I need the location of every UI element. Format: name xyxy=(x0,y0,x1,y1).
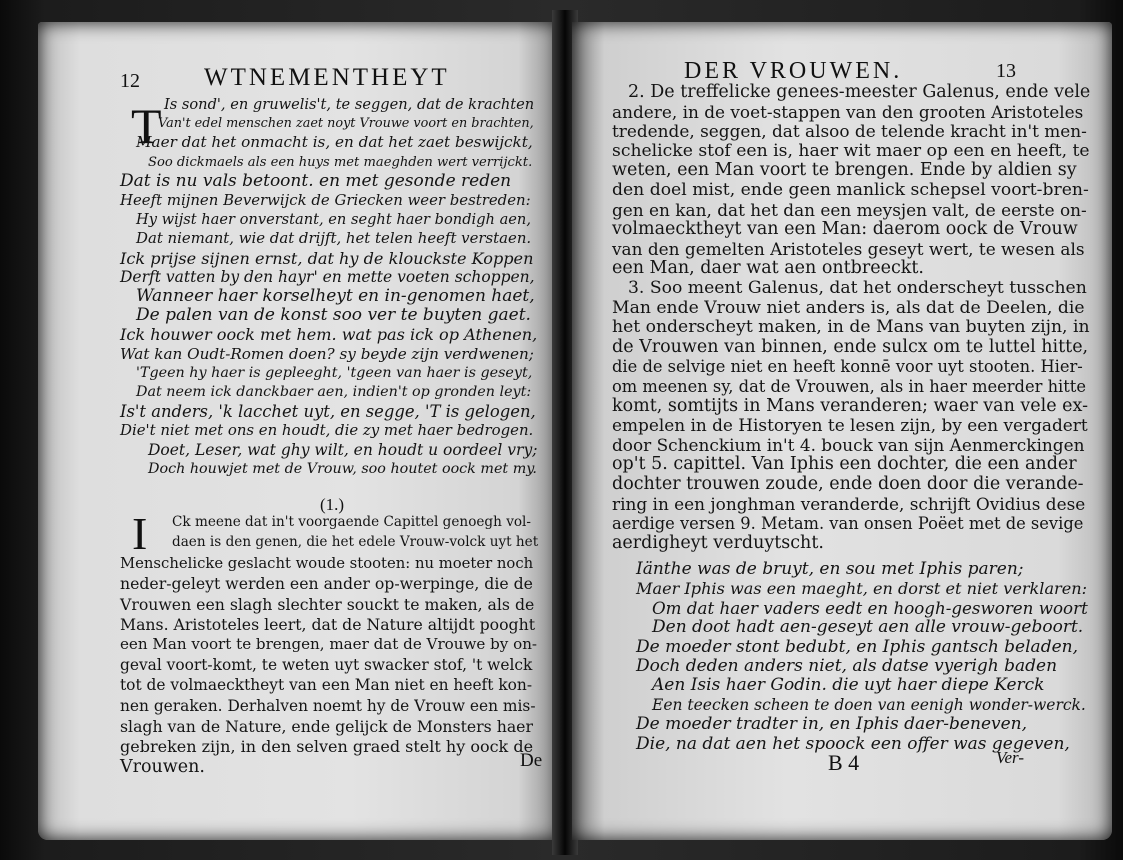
prose-line: 3. Soo meent Galenus, dat het onderscheyt tusschen xyxy=(628,278,1087,298)
left-running-head: WTNEMENTHEYT xyxy=(204,64,450,91)
prose-line: Vrouwen een slagh slechter souckt te maken, als de xyxy=(120,594,535,614)
prose-line: 2. De treffelicke genees-meester Galenus, ende vele xyxy=(628,82,1091,102)
prose-line: om meenen sy, dat de Vrouwen, als in haer meerder hitte xyxy=(612,377,1086,396)
poem-line: Doet, Leser, wat ghy wilt, en houdt u oordeel vry; xyxy=(148,440,538,459)
prose-line: van den gemelten Aristoteles geseyt wert, te wesen als xyxy=(612,238,1085,259)
poem-line: Den doot hadt aen-geseyt aen alle vrouw-geboort. xyxy=(652,617,1084,638)
prose-line: aerdige versen 9. Metam. van onsen Poëet met de sevige xyxy=(612,514,1084,534)
prose-line: een Man voort te brengen, maer dat de Vrouwe by on- xyxy=(120,635,538,654)
poem-line: Dat niemant, wie dat drijft, het telen heeft verstaen. xyxy=(136,229,532,248)
poem-line: Doch houwjet met de Vrouw, soo houtet oock met my. xyxy=(148,460,537,477)
prose-line: een Man, daer wat aen ontbreeckt. xyxy=(612,258,924,279)
prose-line: die de selvige niet en heeft konnē voor uyt stooten. Hier- xyxy=(612,357,1083,377)
poem-line: Heeft mijnen Beverwijck de Griecken weer bestreden: xyxy=(120,191,531,209)
right-running-head: DER VROUWEN. xyxy=(684,58,903,84)
right-page xyxy=(572,22,1112,840)
prose-line: aerdigheyt verduytscht. xyxy=(612,532,824,553)
poem-line: Ick prijse sijnen ernst, dat hy de klouckste Koppen xyxy=(120,248,534,268)
prose-line: geval voort-komt, te weten uyt swacker stof, 't welck xyxy=(120,655,533,674)
prose-line: andere, in de voet-stappen van den grooten Aristoteles xyxy=(612,101,1084,122)
poem-line: Een teecken scheen te doen van eenigh wonder-werck. xyxy=(652,695,1086,714)
prose-line: op't 5. capittel. Van Iphis een dochter, die een ander xyxy=(612,454,1077,475)
prose-line: Man ende Vrouw niet anders is, als dat de Deelen, die xyxy=(612,297,1085,318)
poem-line: Die, na dat aen het spoock een offer was gegeven, xyxy=(636,733,1070,754)
section-label: (1.) xyxy=(320,495,345,514)
prose-line: Ck meene dat in't voorgaende Capittel genoegh vol- xyxy=(172,514,531,530)
prose-line: tredende, seggen, dat alsoo de telende kracht in't men- xyxy=(612,121,1087,142)
prose-line: het onderscheyt maken, in de Mans van buyten zijn, in xyxy=(612,317,1090,338)
poem-line: Is sond', en gruwelis't, te seggen, dat de krachten xyxy=(164,96,535,113)
poem-line: Maer Iphis was een maeght, en dorst et niet verklaren: xyxy=(636,579,1088,599)
poem-line: Soo dickmaels als een huys met maeghden wert verrijckt. xyxy=(148,154,533,170)
prose-line: weten, een Man voort te brengen. Ende by aldien sy xyxy=(612,160,1077,181)
poem-line: Dat is nu vals betoont. en met gesonde reden xyxy=(120,170,512,191)
prose-line: gen en kan, dat het dan een meysjen valt, de eerste on- xyxy=(612,199,1087,220)
prose-line: dochter trouwen zoude, ende doen door die verande- xyxy=(612,474,1084,494)
signature-mark: B 4 xyxy=(828,750,860,775)
poem-line: Wat kan Oudt-Romen doen? sy beyde zijn verdwenen; xyxy=(120,344,534,363)
prose-line: Vrouwen. xyxy=(120,756,205,777)
right-catchword: Ver- xyxy=(996,748,1024,767)
prose-line: Menschelicke geslacht woude stooten: nu moeter noch xyxy=(120,554,534,572)
right-page-number: 13 xyxy=(996,60,1016,82)
prose-line: tot de volmaecktheyt van een Man niet en heeft kon- xyxy=(120,676,533,695)
prose-line: komt, somtijts in Mans veranderen; waer van vele ex- xyxy=(612,395,1088,416)
poem-line: De moeder stont bedubt, en Iphis gantsch beladen, xyxy=(636,636,1078,657)
poem-line: Ick houwer oock met hem. wat pas ick op Athenen, xyxy=(120,325,538,345)
prose-line: Mans. Aristoteles leert, dat de Nature altijdt pooght xyxy=(120,615,535,634)
prose-line: door Schenckium in't 4. bouck van sijn Aenmerckingen xyxy=(612,434,1085,455)
left-page-number: 12 xyxy=(120,70,140,92)
poem-line: 'Tgeen hy haer is gepleeght, 'tgeen van haer is geseyt, xyxy=(136,364,533,381)
left-catchword: De xyxy=(520,750,543,771)
left-page xyxy=(38,22,560,840)
poem-line: Aen Isis haer Godin. die uyt haer diepe Kerck xyxy=(652,675,1045,696)
prose-line: empelen in de Historyen te lesen zijn, by een vergadert xyxy=(612,415,1088,436)
prose-drop-initial: I xyxy=(132,508,148,559)
prose-line: volmaecktheyt van een Man: daerom oock de Vrouw xyxy=(612,219,1078,240)
prose-line: nen geraken. Derhalven noemt hy de Vrouw een mis- xyxy=(120,696,536,715)
prose-line: daen is den genen, die het edele Vrouw-volck uyt het xyxy=(172,534,539,551)
prose-line: den doel mist, ende geen manlick schepsel voort-bren- xyxy=(612,180,1089,200)
poem-line: Hy wijst haer onverstant, en seght haer bondigh aen, xyxy=(136,211,531,229)
prose-line: neder-geleyt werden een ander op-werpinge, die de xyxy=(120,574,533,594)
poem-line: Dat neem ick danckbaer aen, indien't op gronden leyt: xyxy=(136,384,532,400)
poem-line: Om dat haer vaders eedt en hoogh-gesworen woort xyxy=(652,597,1088,618)
poem-line: De palen van de konst soo ver te buyten gaet. xyxy=(136,305,531,326)
prose-line: de Vrouwen van binnen, ende sulcx om te luttel hitte, xyxy=(612,336,1089,357)
prose-line: slagh van de Nature, ende gelijck de Monsters haer xyxy=(120,717,533,736)
prose-line: gebreken zijn, in den selven graed stelt hy oock de xyxy=(120,737,534,757)
poem-drop-initial: T xyxy=(131,98,162,154)
poem-line: Wanneer haer korselheyt en in-genomen haet, xyxy=(136,286,535,306)
poem-line: Van't edel menschen zaet noyt Vrouwe voort en brachten, xyxy=(158,116,534,132)
poem-line: Iänthe was de bruyt, en sou met Iphis paren; xyxy=(636,559,1024,579)
poem-line: Doch deden anders niet, als datse vyerigh baden xyxy=(636,656,1058,676)
poem-line: Maer dat het onmacht is, en dat het zaet beswijckt, xyxy=(136,133,533,152)
prose-line: ring in een jonghman veranderde, schrijft Ovidius dese xyxy=(612,493,1086,514)
poem-line: De moeder tradter in, en Iphis daer-beneven, xyxy=(636,714,1028,735)
poem-line: Is't anders, 'k lacchet uyt, en segge, 'T is gelogen, xyxy=(120,402,536,422)
poem-line: Die't niet met ons en houdt, die zy met haer bedrogen. xyxy=(120,421,534,440)
prose-line: schelicke stof een is, haer wit maer op een en heeft, te xyxy=(612,140,1090,161)
poem-line: Derft vatten by den hayr' en mette voeten schoppen, xyxy=(120,267,535,286)
